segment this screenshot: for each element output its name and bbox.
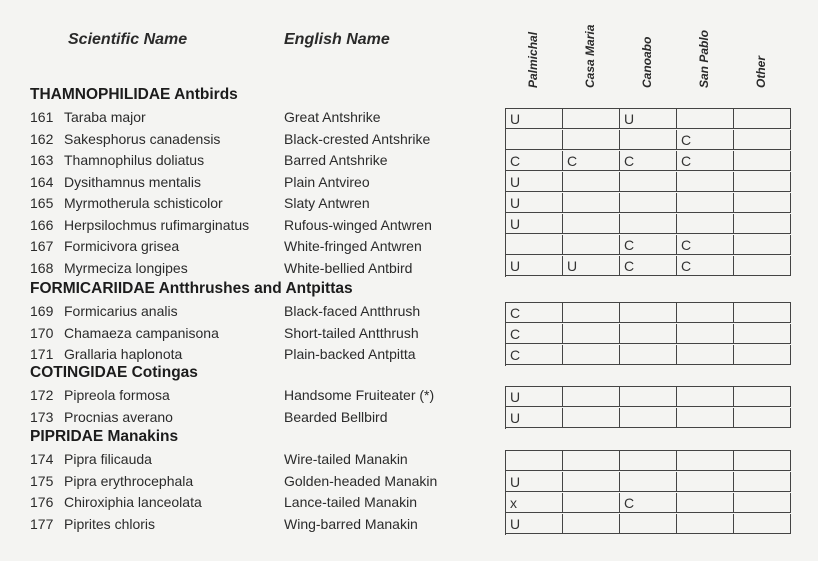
grid-cell-other bbox=[734, 151, 791, 171]
grid-row bbox=[506, 151, 791, 172]
species-number: 162 bbox=[30, 130, 54, 147]
grid-cell-san-pablo bbox=[677, 214, 734, 234]
grid-cell-other bbox=[734, 193, 791, 213]
grid-cell-casa-maria bbox=[563, 514, 620, 534]
grid-cell-casa-maria bbox=[563, 130, 620, 150]
grid-cell-palmichal bbox=[506, 451, 563, 471]
scientific-name bbox=[30, 303, 178, 319]
grid-cell-casa-maria bbox=[563, 451, 620, 471]
grid-row bbox=[506, 493, 791, 514]
english-name: Rufous-winged Antwren bbox=[284, 216, 432, 233]
grid-row bbox=[506, 235, 791, 256]
english-name: Short-tailed Antthrush bbox=[284, 324, 419, 341]
grid-cell-palmichal: U bbox=[506, 408, 563, 428]
grid-cell-canoabo bbox=[620, 193, 677, 213]
scientific-name bbox=[30, 473, 193, 489]
grid-cell-casa-maria bbox=[563, 109, 620, 129]
grid-cell-canoabo bbox=[620, 408, 677, 428]
location-header-other: Other bbox=[754, 55, 768, 88]
grid-cell-palmichal: U bbox=[506, 472, 563, 492]
grid-cell-san-pablo bbox=[677, 514, 734, 534]
scientific-name-header: Scientific Name bbox=[68, 31, 188, 48]
grid-row bbox=[506, 324, 791, 345]
english-name: Great Antshrike bbox=[284, 109, 381, 125]
grid-cell-casa-maria bbox=[563, 324, 620, 344]
species-number: 163 bbox=[30, 152, 54, 168]
grid-cell-casa-maria bbox=[563, 172, 620, 192]
location-header-canoabo: Canoabo bbox=[640, 36, 654, 88]
grid-cell-palmichal: C bbox=[506, 324, 563, 344]
grid-row bbox=[506, 514, 791, 535]
scientific-name bbox=[30, 409, 173, 425]
grid-cell-casa-maria bbox=[563, 214, 620, 234]
grid-cell-palmichal: U bbox=[506, 172, 563, 192]
grid-cell-palmichal: U bbox=[506, 214, 563, 234]
species-scientific-name: Pipra filicauda bbox=[64, 451, 152, 467]
grid-cell-other bbox=[734, 214, 791, 234]
english-name: Wire-tailed Manakin bbox=[284, 451, 408, 467]
family-heading: PIPRIDAE Manakins bbox=[30, 428, 179, 445]
grid-cell-other bbox=[734, 514, 791, 534]
scientific-name bbox=[30, 131, 220, 147]
species-scientific-name: Formicarius analis bbox=[64, 303, 178, 319]
species-number: 167 bbox=[30, 238, 54, 254]
grid-cell-other bbox=[734, 493, 791, 513]
grid-cell-casa-maria: C bbox=[563, 151, 620, 171]
grid-cell-canoabo: C bbox=[620, 151, 677, 171]
grid-cell-san-pablo bbox=[677, 408, 734, 428]
grid-cell-san-pablo: C bbox=[677, 130, 734, 150]
grid-cell-canoabo: C bbox=[620, 493, 677, 513]
scientific-name bbox=[30, 494, 202, 510]
species-scientific-name: Dysithamnus mentalis bbox=[64, 173, 201, 190]
species-number: 161 bbox=[30, 109, 54, 125]
grid-cell-palmichal: C bbox=[506, 303, 563, 323]
grid-cell-palmichal: U bbox=[506, 256, 563, 276]
occurrence-grid bbox=[505, 386, 791, 429]
english-name: Bearded Bellbird bbox=[284, 408, 388, 425]
grid-cell-san-pablo bbox=[677, 303, 734, 323]
grid-cell-other bbox=[734, 472, 791, 492]
scientific-name bbox=[30, 238, 179, 254]
scientific-name bbox=[30, 346, 182, 362]
species-scientific-name: Myrmeciza longipes bbox=[64, 259, 188, 276]
species-scientific-name: Pipra erythrocephala bbox=[64, 472, 194, 489]
species-scientific-name: Chiroxiphia lanceolata bbox=[64, 494, 202, 510]
species-number: 166 bbox=[30, 216, 54, 233]
species-scientific-name: Procnias averano bbox=[64, 408, 173, 425]
grid-cell-canoabo bbox=[620, 345, 677, 365]
scientific-name bbox=[30, 325, 219, 341]
english-name: White-fringed Antwren bbox=[284, 238, 422, 254]
species-scientific-name: Piprites chloris bbox=[64, 515, 156, 532]
grid-row bbox=[506, 345, 791, 366]
english-name-header: English Name bbox=[284, 31, 390, 48]
grid-cell-palmichal: U bbox=[506, 514, 563, 534]
species-scientific-name: Chamaeza campanisona bbox=[64, 324, 219, 341]
grid-cell-canoabo: C bbox=[620, 235, 677, 255]
grid-row bbox=[506, 214, 791, 235]
scientific-name bbox=[30, 260, 188, 276]
grid-cell-san-pablo bbox=[677, 387, 734, 407]
occurrence-grid bbox=[505, 302, 791, 366]
grid-cell-san-pablo bbox=[677, 109, 734, 129]
grid-cell-san-pablo: C bbox=[677, 235, 734, 255]
species-number: 169 bbox=[30, 303, 54, 319]
grid-cell-canoabo bbox=[620, 472, 677, 492]
location-header-san-pablo: San Pablo bbox=[697, 29, 711, 88]
grid-cell-san-pablo: C bbox=[677, 256, 734, 276]
grid-row bbox=[506, 472, 791, 493]
grid-cell-casa-maria bbox=[563, 235, 620, 255]
grid-cell-palmichal: U bbox=[506, 109, 563, 129]
species-number: 175 bbox=[30, 472, 54, 489]
scientific-name bbox=[30, 217, 249, 233]
scientific-name bbox=[30, 516, 155, 532]
grid-cell-palmichal: U bbox=[506, 193, 563, 213]
species-scientific-name: Herpsilochmus rufimarginatus bbox=[64, 216, 250, 233]
grid-cell-other bbox=[734, 109, 791, 129]
grid-cell-casa-maria bbox=[563, 493, 620, 513]
grid-cell-palmichal bbox=[506, 235, 563, 255]
grid-cell-san-pablo bbox=[677, 493, 734, 513]
grid-cell-canoabo bbox=[620, 387, 677, 407]
grid-cell-casa-maria bbox=[563, 387, 620, 407]
grid-row bbox=[506, 109, 791, 130]
grid-cell-other bbox=[734, 451, 791, 471]
scientific-name bbox=[30, 109, 146, 125]
species-scientific-name: Pipreola formosa bbox=[64, 387, 170, 403]
species-scientific-name: Grallaria haplonota bbox=[64, 346, 183, 362]
grid-cell-san-pablo bbox=[677, 345, 734, 365]
grid-cell-palmichal: C bbox=[506, 345, 563, 365]
grid-row bbox=[506, 172, 791, 193]
scientific-name bbox=[30, 451, 152, 467]
location-header-palmichal: Palmichal bbox=[526, 31, 540, 88]
species-number: 174 bbox=[30, 451, 54, 467]
grid-cell-other bbox=[734, 130, 791, 150]
grid-cell-san-pablo bbox=[677, 472, 734, 492]
grid-cell-canoabo bbox=[620, 303, 677, 323]
species-scientific-name: Sakesphorus canadensis bbox=[64, 130, 221, 147]
grid-cell-other bbox=[734, 303, 791, 323]
grid-cell-casa-maria bbox=[563, 303, 620, 323]
grid-row bbox=[506, 130, 791, 151]
species-number: 173 bbox=[30, 408, 54, 425]
grid-cell-canoabo bbox=[620, 214, 677, 234]
grid-cell-other bbox=[734, 256, 791, 276]
species-number: 177 bbox=[30, 515, 54, 532]
species-number: 170 bbox=[30, 324, 54, 341]
english-name: Black-crested Antshrike bbox=[284, 130, 431, 147]
english-name: Wing-barred Manakin bbox=[284, 515, 418, 532]
english-name: Golden-headed Manakin bbox=[284, 472, 438, 489]
grid-cell-san-pablo bbox=[677, 193, 734, 213]
grid-row bbox=[506, 408, 791, 429]
grid-row bbox=[506, 451, 791, 472]
grid-cell-san-pablo bbox=[677, 451, 734, 471]
scientific-name bbox=[30, 195, 223, 211]
grid-cell-casa-maria bbox=[563, 408, 620, 428]
species-number: 168 bbox=[30, 259, 54, 276]
species-scientific-name: Taraba major bbox=[64, 109, 146, 125]
grid-cell-san-pablo bbox=[677, 324, 734, 344]
grid-cell-canoabo bbox=[620, 514, 677, 534]
grid-cell-canoabo bbox=[620, 172, 677, 192]
grid-row bbox=[506, 303, 791, 324]
grid-row bbox=[506, 193, 791, 214]
grid-cell-other bbox=[734, 324, 791, 344]
english-name: Slaty Antwren bbox=[284, 195, 370, 211]
grid-cell-casa-maria bbox=[563, 193, 620, 213]
english-name: Plain Antvireo bbox=[284, 173, 370, 190]
species-scientific-name: Myrmotherula schisticolor bbox=[64, 195, 223, 211]
scientific-name bbox=[30, 174, 201, 190]
grid-cell-other bbox=[734, 408, 791, 428]
grid-cell-san-pablo bbox=[677, 172, 734, 192]
family-heading: COTINGIDAE Cotingas bbox=[30, 364, 198, 381]
occurrence-grid bbox=[505, 108, 791, 277]
species-number: 171 bbox=[30, 346, 54, 362]
scientific-name bbox=[30, 387, 170, 403]
family-heading: FORMICARIIDAE Antthrushes and Antpittas bbox=[30, 280, 353, 297]
grid-cell-palmichal: U bbox=[506, 387, 563, 407]
english-name: Lance-tailed Manakin bbox=[284, 494, 418, 510]
english-name: Plain-backed Antpitta bbox=[284, 346, 416, 362]
english-name: Black-faced Antthrush bbox=[284, 303, 421, 319]
grid-cell-canoabo: C bbox=[620, 256, 677, 276]
grid-cell-palmichal bbox=[506, 130, 563, 150]
location-header-casa-maria: Casa Maria bbox=[583, 24, 597, 88]
grid-cell-canoabo: U bbox=[620, 109, 677, 129]
species-scientific-name: Formicivora grisea bbox=[64, 238, 180, 254]
english-name: White-bellied Antbird bbox=[284, 259, 413, 276]
english-name: Handsome Fruiteater (*) bbox=[284, 387, 435, 403]
grid-cell-canoabo bbox=[620, 451, 677, 471]
grid-cell-other bbox=[734, 387, 791, 407]
scientific-name bbox=[30, 152, 204, 168]
species-number: 164 bbox=[30, 173, 54, 190]
grid-cell-canoabo bbox=[620, 324, 677, 344]
grid-cell-canoabo bbox=[620, 130, 677, 150]
species-number: 176 bbox=[30, 494, 54, 510]
family-heading: THAMNOPHILIDAE Antbirds bbox=[30, 86, 238, 103]
occurrence-grid bbox=[505, 450, 791, 535]
grid-cell-palmichal: x bbox=[506, 493, 563, 513]
species-number: 172 bbox=[30, 387, 54, 403]
grid-cell-other bbox=[734, 235, 791, 255]
grid-cell-other bbox=[734, 345, 791, 365]
grid-cell-casa-maria bbox=[563, 345, 620, 365]
grid-cell-other bbox=[734, 172, 791, 192]
grid-cell-palmichal: C bbox=[506, 151, 563, 171]
grid-row bbox=[506, 256, 791, 277]
english-name: Barred Antshrike bbox=[284, 152, 388, 168]
grid-cell-casa-maria bbox=[563, 472, 620, 492]
species-number: 165 bbox=[30, 195, 54, 211]
species-scientific-name: Thamnophilus doliatus bbox=[64, 152, 205, 168]
grid-cell-casa-maria: U bbox=[563, 256, 620, 276]
grid-cell-san-pablo: C bbox=[677, 151, 734, 171]
grid-row bbox=[506, 387, 791, 408]
